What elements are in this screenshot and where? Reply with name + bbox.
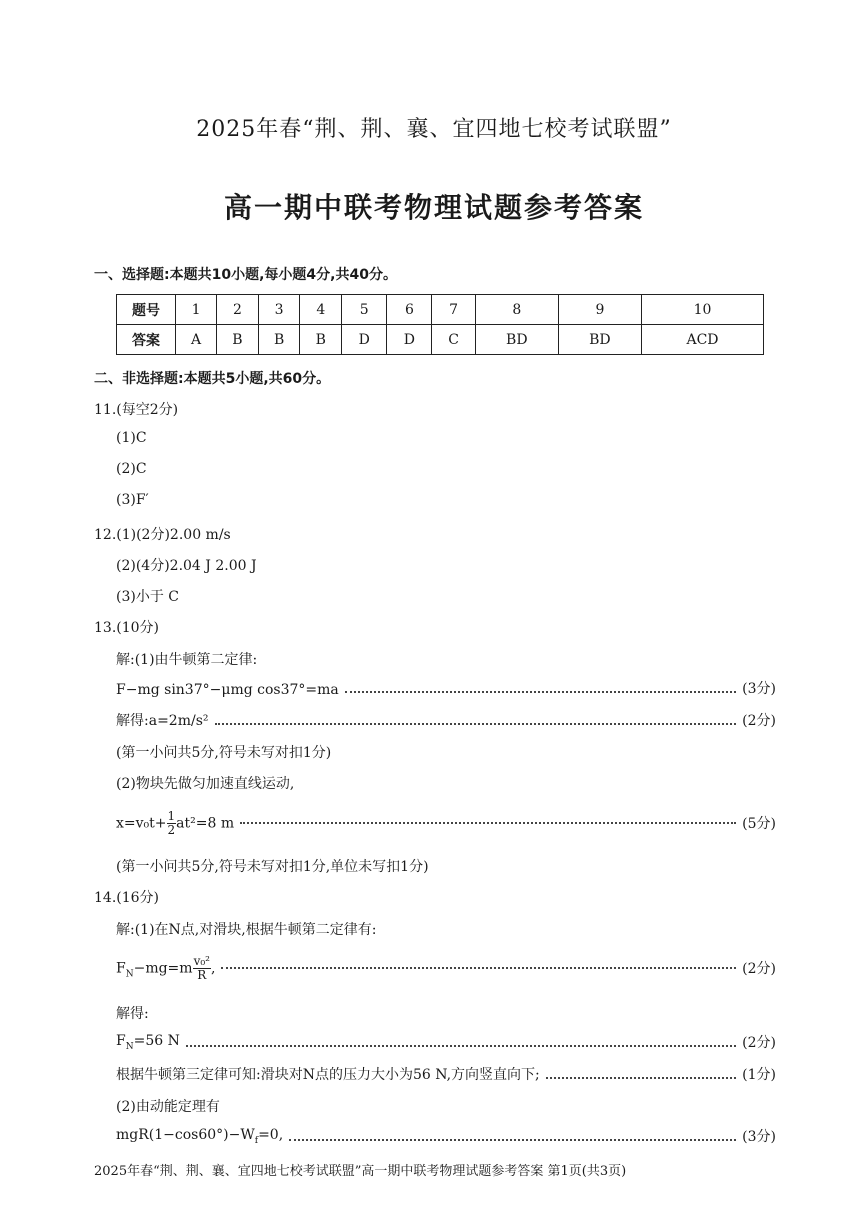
table-cell: 10 <box>641 295 763 325</box>
table-header-cell: 题号 <box>117 295 176 325</box>
leader-dots <box>186 1045 736 1047</box>
equation-text: =0, <box>258 1127 284 1144</box>
fraction-numerator: v₀² <box>193 953 210 968</box>
table-cell: BD <box>475 325 558 355</box>
q14-equation-3 <box>116 1064 776 1084</box>
fraction <box>193 955 211 982</box>
fraction-numerator: 1 <box>167 808 176 823</box>
leader-dots <box>289 1139 736 1141</box>
table-cell: 4 <box>300 295 342 325</box>
q14-equation-4 <box>116 1126 776 1146</box>
page-footer: 2025年春“荆、荆、襄、宜四地七校考试联盟”高一期中联考物理试题参考答案 第1页(共3页) <box>94 1164 627 1179</box>
q13-equation-2 <box>116 710 776 730</box>
q14-equation-2 <box>116 1032 776 1052</box>
q13-equation-3 <box>116 806 776 840</box>
table-cell: D <box>387 325 432 355</box>
table-cell: B <box>258 325 300 355</box>
q11-answer-2: (2)C <box>116 461 147 477</box>
q14-equation-1 <box>116 950 776 986</box>
table-cell: B <box>217 325 259 355</box>
q13-label: 13.(10分) <box>94 620 160 636</box>
equation-text: 根据牛顿第三定律可知:滑块对N点的压力大小为56 N,方向竖直向下; <box>116 1067 540 1083</box>
subscript: N <box>125 1042 134 1052</box>
table-cell: 8 <box>475 295 558 325</box>
fraction-denominator: 2 <box>167 822 176 837</box>
leader-dots <box>345 691 736 693</box>
section2-heading: 二、非选择题:本题共5小题,共60分。 <box>94 371 331 387</box>
table-row-numbers <box>117 295 764 325</box>
table-cell: 2 <box>217 295 259 325</box>
table-cell: 5 <box>342 295 387 325</box>
q11-answer-1: (1)C <box>116 430 147 446</box>
answer-table <box>116 294 764 355</box>
table-cell: BD <box>558 325 641 355</box>
fraction <box>167 810 177 837</box>
equation-text: F <box>116 960 126 976</box>
table-cell: A <box>176 325 217 355</box>
table-cell: 6 <box>387 295 432 325</box>
document-title: 高一期中联考物理试题参考答案 <box>223 191 644 224</box>
subscript: f <box>254 1136 259 1146</box>
q13-note-1: (第一小问共5分,符号未写对扣1分) <box>116 745 332 761</box>
leader-dots <box>546 1077 736 1079</box>
exam-alliance-title: 2025年春“荆、荆、襄、宜四地七校考试联盟” <box>196 117 672 142</box>
q12-answer-1: 12.(1)(2分)2.00 m/s <box>94 527 231 543</box>
table-header-cell: 答案 <box>117 325 176 355</box>
table-cell: C <box>432 325 475 355</box>
equation-text: x=v₀t+ <box>116 815 167 831</box>
q14-intro: 解:(1)在N点,对滑块,根据牛顿第二定律有: <box>116 922 377 938</box>
table-cell: B <box>300 325 342 355</box>
table-cell: 7 <box>432 295 475 325</box>
leader-dots <box>240 822 736 824</box>
equation-text: mgR(1−cos60°)−W <box>116 1127 255 1144</box>
score-label: (3分) <box>742 1129 776 1145</box>
q13-note-2: (第一小问共5分,符号未写对扣1分,单位未写扣1分) <box>116 859 429 875</box>
q12-answer-3: (3)小于 C <box>116 589 179 605</box>
score-label: (1分) <box>742 1067 776 1083</box>
q12-answer-2: (2)(4分)2.04 J 2.00 J <box>116 558 257 574</box>
section1-heading: 一、选择题:本题共10小题,每小题4分,共40分。 <box>94 267 397 283</box>
equation-text: at²=8 m <box>176 815 235 831</box>
fraction-denominator: R <box>197 967 207 982</box>
equation-text: , <box>210 960 216 976</box>
q11-label: 11.(每空2分) <box>94 402 179 418</box>
score-label: (2分) <box>742 961 776 977</box>
table-cell: 3 <box>258 295 300 325</box>
equation-text: F−mg sin37°−μmg cos37°=ma <box>116 682 339 698</box>
table-row-answers <box>117 325 764 355</box>
equation-text: −mg=m <box>133 960 193 976</box>
table-cell: ACD <box>641 325 763 355</box>
equation-text: F <box>116 1033 126 1050</box>
table-cell: 1 <box>176 295 217 325</box>
q13-intro: 解:(1)由牛顿第二定律: <box>116 652 258 668</box>
equation-text: =56 N <box>133 1033 180 1050</box>
leader-dots <box>215 723 737 725</box>
q13-part2: (2)物块先做匀加速直线运动, <box>116 776 295 792</box>
q14-part2: (2)由动能定理有 <box>116 1099 220 1115</box>
q14-label: 14.(16分) <box>94 890 160 906</box>
score-label: (5分) <box>742 816 776 832</box>
equation-text: 解得:a=2m/s² <box>116 713 209 729</box>
score-label: (3分) <box>742 681 776 697</box>
subscript: N <box>125 968 134 979</box>
table-cell: D <box>342 325 387 355</box>
score-label: (2分) <box>742 1035 776 1051</box>
leader-dots <box>221 967 736 969</box>
score-label: (2分) <box>742 713 776 729</box>
table-cell: 9 <box>558 295 641 325</box>
q13-equation-1 <box>116 678 776 698</box>
q11-answer-3: (3)F′ <box>116 492 149 508</box>
q14-solve-label: 解得: <box>116 1006 149 1022</box>
